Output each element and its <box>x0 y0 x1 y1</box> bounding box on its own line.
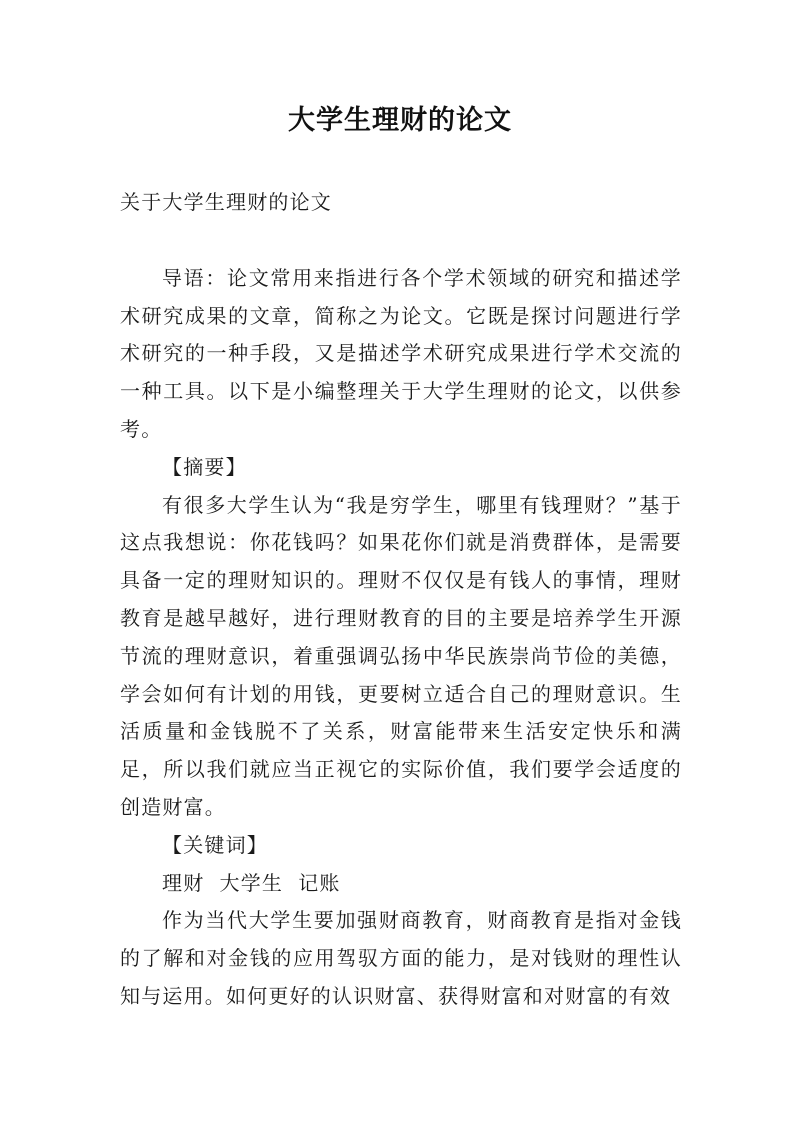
document-subtitle: 关于大学生理财的论文 <box>120 190 332 214</box>
keywords-line: 理财 大学生 记账 <box>162 870 341 895</box>
body-paragraph: 作为当代大学生要加强财商教育，财商教育是指对金钱的了解和对金钱的应用驾驭方面的能力，是对钱财的理性认知与运用。如何更好的认识财富、获得财富和对财富的有效 <box>120 908 682 1008</box>
keywords-heading: 【关键词】 <box>162 832 268 857</box>
document-title: 大学生理财的论文 <box>288 105 512 136</box>
document-body <box>120 184 682 1016</box>
intro-paragraph: 导语：论文常用来指进行各个学术领域的研究和描述学术研究成果的文章，简称之为论文。它既是探讨问题进行学术研究的一种手段，又是描述学术研究成果进行学术交流的一种工具。以下是小编整理关于大学生理财的论文，以供参考。 <box>120 265 682 441</box>
abstract-paragraph: 有很多大学生认为“我是穷学生，哪里有钱理财？”基于这点我想说：你花钱吗？如果花你们就是消费群体，是需要具备一定的理财知识的。理财不仅仅是有钱人的事情，理财教育是越早越好，进行理财教育的目的主要是培养学生开源节流的理财意识，着重强调弘扬中华民族崇尚节俭的美德，学会如何有计划的用钱，更要树立适合自己的理财意识。生活质量和金钱脱不了关系，财富能带来生活安定快乐和满足，所以我们就应当正视它的实际价值，我们要学会适度的创造财富。 <box>120 492 682 819</box>
abstract-heading: 【摘要】 <box>162 454 247 479</box>
